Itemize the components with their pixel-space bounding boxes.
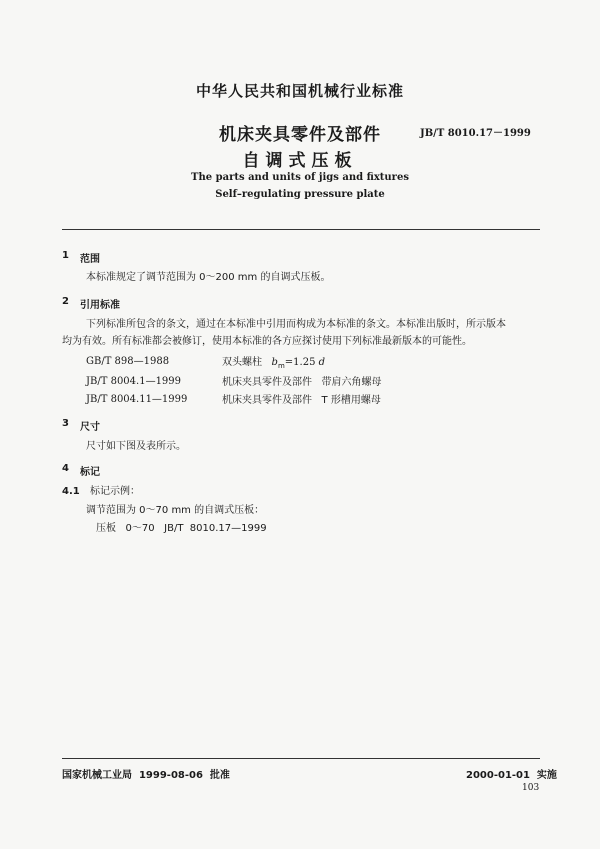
title-en-line1: The parts and units of jigs and fixtures <box>191 172 409 183</box>
ref-name: 机床夹具零件及部件 带肩六角螺母 <box>222 377 382 388</box>
ref-code: JB/T 8004.1—1999 <box>86 376 182 387</box>
header-divider <box>62 229 540 230</box>
subsection-4-1-number: 4.1 <box>62 486 80 497</box>
ref-name: 双头螺柱 $b_m=1.25$ d <box>222 357 326 370</box>
section-2-para-line2: 均为有效。所有标准都会被修订，使用本标准的各方应探讨使用下列标准最新版本的可能性。 <box>62 336 472 347</box>
section-1-number: 1 <box>62 250 69 261</box>
marking-example-line2: 压板 0～70 JB/T 8010.17—1999 <box>96 523 267 534</box>
title-zh-line2: 自调式压板 <box>242 151 358 171</box>
approval-line: 国家机械工业局 1999-08-06 批准 <box>62 770 230 781</box>
standard-number: JB/T 8010.17－1999 <box>420 128 531 139</box>
section-1-title: 范围 <box>80 254 100 265</box>
ref-code: GB/T 898—1988 <box>86 356 170 367</box>
issuer-title: 中华人民共和国机械行业标准 <box>195 82 404 100</box>
section-3-title: 尺寸 <box>80 422 100 433</box>
section-3-text: 尺寸如下图及表所示。 <box>86 441 186 452</box>
section-1-text: 本标准规定了调节范围为 0～200 mm 的自调式压板。 <box>86 272 331 283</box>
section-2-para-line1: 下列标准所包含的条文，通过在本标准中引用而构成为本标准的条文。本标准出版时，所示版本 <box>86 319 506 330</box>
implementation-line: 2000-01-01 实施 <box>466 770 557 781</box>
marking-example-line1: 调节范围为 0～70 mm 的自调式压板： <box>86 505 265 516</box>
section-2-title: 引用标准 <box>80 300 120 311</box>
subsection-4-1-title: 标记示例： <box>90 486 140 497</box>
section-4-title: 标记 <box>80 467 100 478</box>
section-4-number: 4 <box>62 463 69 474</box>
ref-var-b: b <box>271 357 278 368</box>
page-number: 103 <box>522 783 540 793</box>
ref-code: JB/T 8004.11—1999 <box>86 394 188 405</box>
section-3-number: 3 <box>62 418 69 429</box>
title-zh-line1: 机床夹具零件及部件 <box>219 125 381 145</box>
title-en-line2: Self–regulating pressure plate <box>215 189 385 200</box>
footer-divider <box>62 758 540 759</box>
ref-var-d: d <box>318 357 326 368</box>
section-2-number: 2 <box>62 296 69 307</box>
ref-sub-m: m <box>277 362 285 370</box>
ref-name: 机床夹具零件及部件 T 形槽用螺母 <box>222 395 381 406</box>
